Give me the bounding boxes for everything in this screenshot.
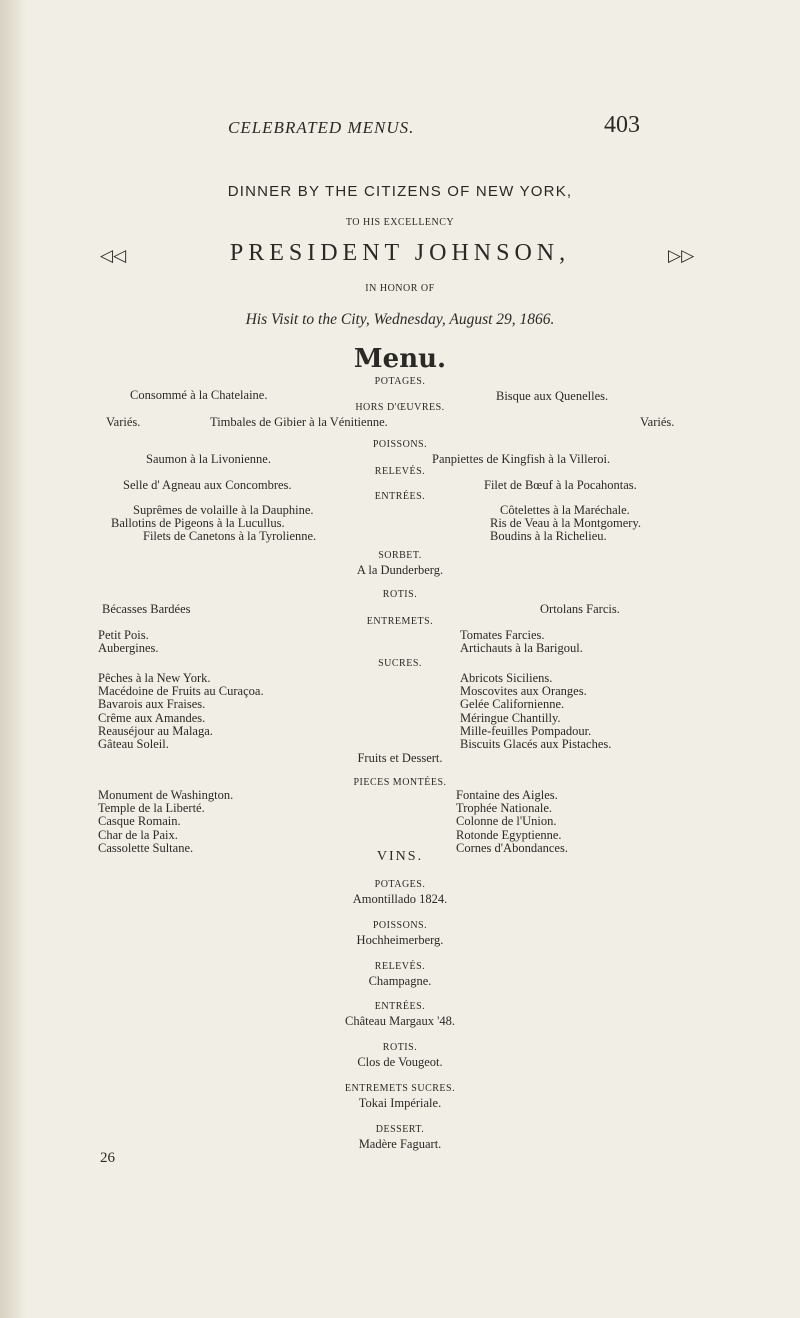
entremets-left-list (98, 629, 159, 655)
hors-doeuvres-left: Variés. (106, 415, 141, 429)
releves-left: Selle d' Agneau aux Concombres. (123, 478, 292, 492)
entremets-right-list (460, 629, 583, 655)
hors-doeuvres-label: HORS D'ŒUVRES. (355, 402, 445, 413)
pieces-montees-label: PIECES MONTÉES. (353, 777, 447, 788)
entrees-right-item: Boudins à la Richelieu. (490, 529, 607, 543)
pieces-montees-left-item: Casque Romain. (98, 814, 181, 829)
pieces-montees-right-list (456, 789, 568, 855)
entremets-right-item: Artichauts à la Barigoul. (460, 641, 583, 655)
releves-right: Filet de Bœuf à la Pocahontas. (484, 478, 637, 492)
sucres-right-item: Abricots Siciliens. (460, 671, 553, 685)
potages-right: Bisque aux Quenelles. (496, 389, 609, 403)
pieces-montees-left-item: Temple de la Liberté. (98, 801, 205, 816)
sucres-left-list (98, 672, 264, 751)
running-title: CELEBRATED MENUS. (228, 118, 415, 137)
vins-course: DESSERT. (375, 1124, 425, 1135)
sorbet-item: A la Dunderberg. (356, 563, 444, 577)
pieces-montees-right-item: Colonne de l'Union. (456, 814, 557, 829)
sucres-left-item: Macédoine de Fruits au Curaçoa. (98, 684, 264, 699)
vins-wine: Amontillado 1824. (352, 892, 448, 906)
sucres-right-item: Biscuits Glacés aux Pistaches. (460, 737, 612, 752)
vins-course: ENTREMETS SUCRES. (344, 1083, 456, 1094)
entrees-right-item: Ris de Veau à la Montgomery. (490, 516, 642, 530)
entrees-left-item: Ballotins de Pigeons à la Lucullus. (111, 516, 285, 530)
sucres-left-item: Bavarois aux Fraises. (98, 697, 206, 712)
hors-doeuvres-center: Timbales de Gibier à la Vénitienne. (210, 415, 388, 429)
rotis-right: Ortolans Farcis. (540, 602, 620, 616)
sucres-label: SUCRES. (378, 658, 422, 669)
pieces-montees-left-item: Cassolette Sultane. (98, 840, 194, 855)
sucres-left-item: Crême aux Amandes. (98, 710, 206, 725)
entrees-right-list (490, 504, 641, 543)
vins-wine: Clos de Vougeot. (357, 1055, 443, 1069)
vins-course: ENTRÉES. (374, 1001, 426, 1012)
sucres-right-item: Méringue Chantilly. (460, 710, 561, 725)
pieces-montees-left-item: Char de la Paix. (98, 827, 178, 842)
vins-wine: Hochheimerberg. (356, 933, 444, 947)
rotis-label: ROTIS. (382, 589, 418, 600)
ornament-right-icon: ▷▷ (668, 246, 695, 265)
entrees-left-list (111, 503, 317, 543)
entremets-label: ENTREMETS. (366, 616, 434, 627)
poissons-right: Panpiettes de Kingfish à la Villeroi. (432, 452, 611, 466)
poissons-label: POISSONS. (372, 439, 428, 450)
vins-wine: Château Margaux '48. (345, 1014, 455, 1028)
pieces-montees-right-item: Rotonde Egyptienne. (456, 827, 562, 842)
poissons-left: Saumon à la Livonienne. (146, 452, 271, 466)
ornament-left-icon: ◁◁ (100, 246, 127, 265)
sucres-right-item: Gelée Californienne. (460, 697, 565, 712)
vins-label: VINS. (376, 849, 424, 864)
vins-course: POISSONS. (372, 920, 428, 931)
hors-doeuvres-right: Variés. (640, 415, 675, 429)
rotis-left: Bécasses Bardées (102, 602, 191, 616)
pieces-montees-left-item: Monument de Washington. (98, 788, 234, 802)
vins-wine: Champagne. (368, 974, 432, 988)
title-line-1: DINNER BY THE CITIZENS OF NEW YORK, (227, 183, 573, 200)
title-line-4: IN HONOR OF (365, 283, 435, 294)
entremets-right-item: Tomates Farcies. (460, 628, 545, 642)
title-line-2: TO HIS EXCELLENCY (345, 217, 455, 228)
sucres-left-item: Reauséjour au Malaga. (98, 723, 213, 738)
sucres-left-item: Gâteau Soleil. (98, 737, 169, 752)
potages-label: POTAGES. (374, 376, 426, 387)
sucres-right-item: Mille-feuilles Pompadour. (460, 723, 592, 738)
sorbet-label: SORBET. (378, 550, 422, 561)
vins-course: ROTIS. (382, 1042, 418, 1053)
releves-label: RELEVÉS. (374, 466, 426, 477)
pieces-montees-right-item: Cornes d'Abondances. (456, 840, 568, 855)
page-number: 403 (604, 112, 640, 138)
folio-number: 26 (100, 1150, 115, 1166)
entrees-right-item: Côtelettes à la Maréchale. (500, 503, 630, 517)
vins-wine: Madère Faguart. (358, 1137, 442, 1151)
vins-course: POTAGES. (374, 879, 426, 890)
vins-wine: Tokai Impériale. (358, 1096, 442, 1110)
potages-left: Consommé à la Chatelaine. (130, 388, 268, 402)
pieces-montees-right-item: Trophée Nationale. (456, 801, 553, 816)
entremets-left-item: Aubergines. (98, 641, 159, 655)
pieces-montees-left-list (98, 789, 233, 855)
vins-course: RELEVÉS. (374, 961, 426, 972)
sucres-footer: Fruits et Dessert. (357, 751, 443, 765)
title-line-3: PRESIDENT JOHNSON, (229, 240, 571, 266)
entrees-label: ENTRÉES. (374, 491, 426, 502)
sucres-left-item: Pêches à la New York. (98, 671, 211, 685)
entrees-left-item: Filets de Canetons à la Tyrolienne. (143, 529, 317, 543)
menu-heading: Menu. (353, 344, 447, 374)
sucres-right-list (460, 672, 611, 751)
pieces-montees-right-item: Fontaine des Aigles. (456, 788, 558, 802)
entremets-left-item: Petit Pois. (98, 628, 149, 642)
title-line-5: His Visit to the City, Wednesday, August 29, 1866. (245, 311, 555, 328)
entrees-left-item: Suprêmes de volaille à la Dauphine. (133, 503, 314, 517)
sucres-right-item: Moscovites aux Oranges. (460, 684, 587, 699)
